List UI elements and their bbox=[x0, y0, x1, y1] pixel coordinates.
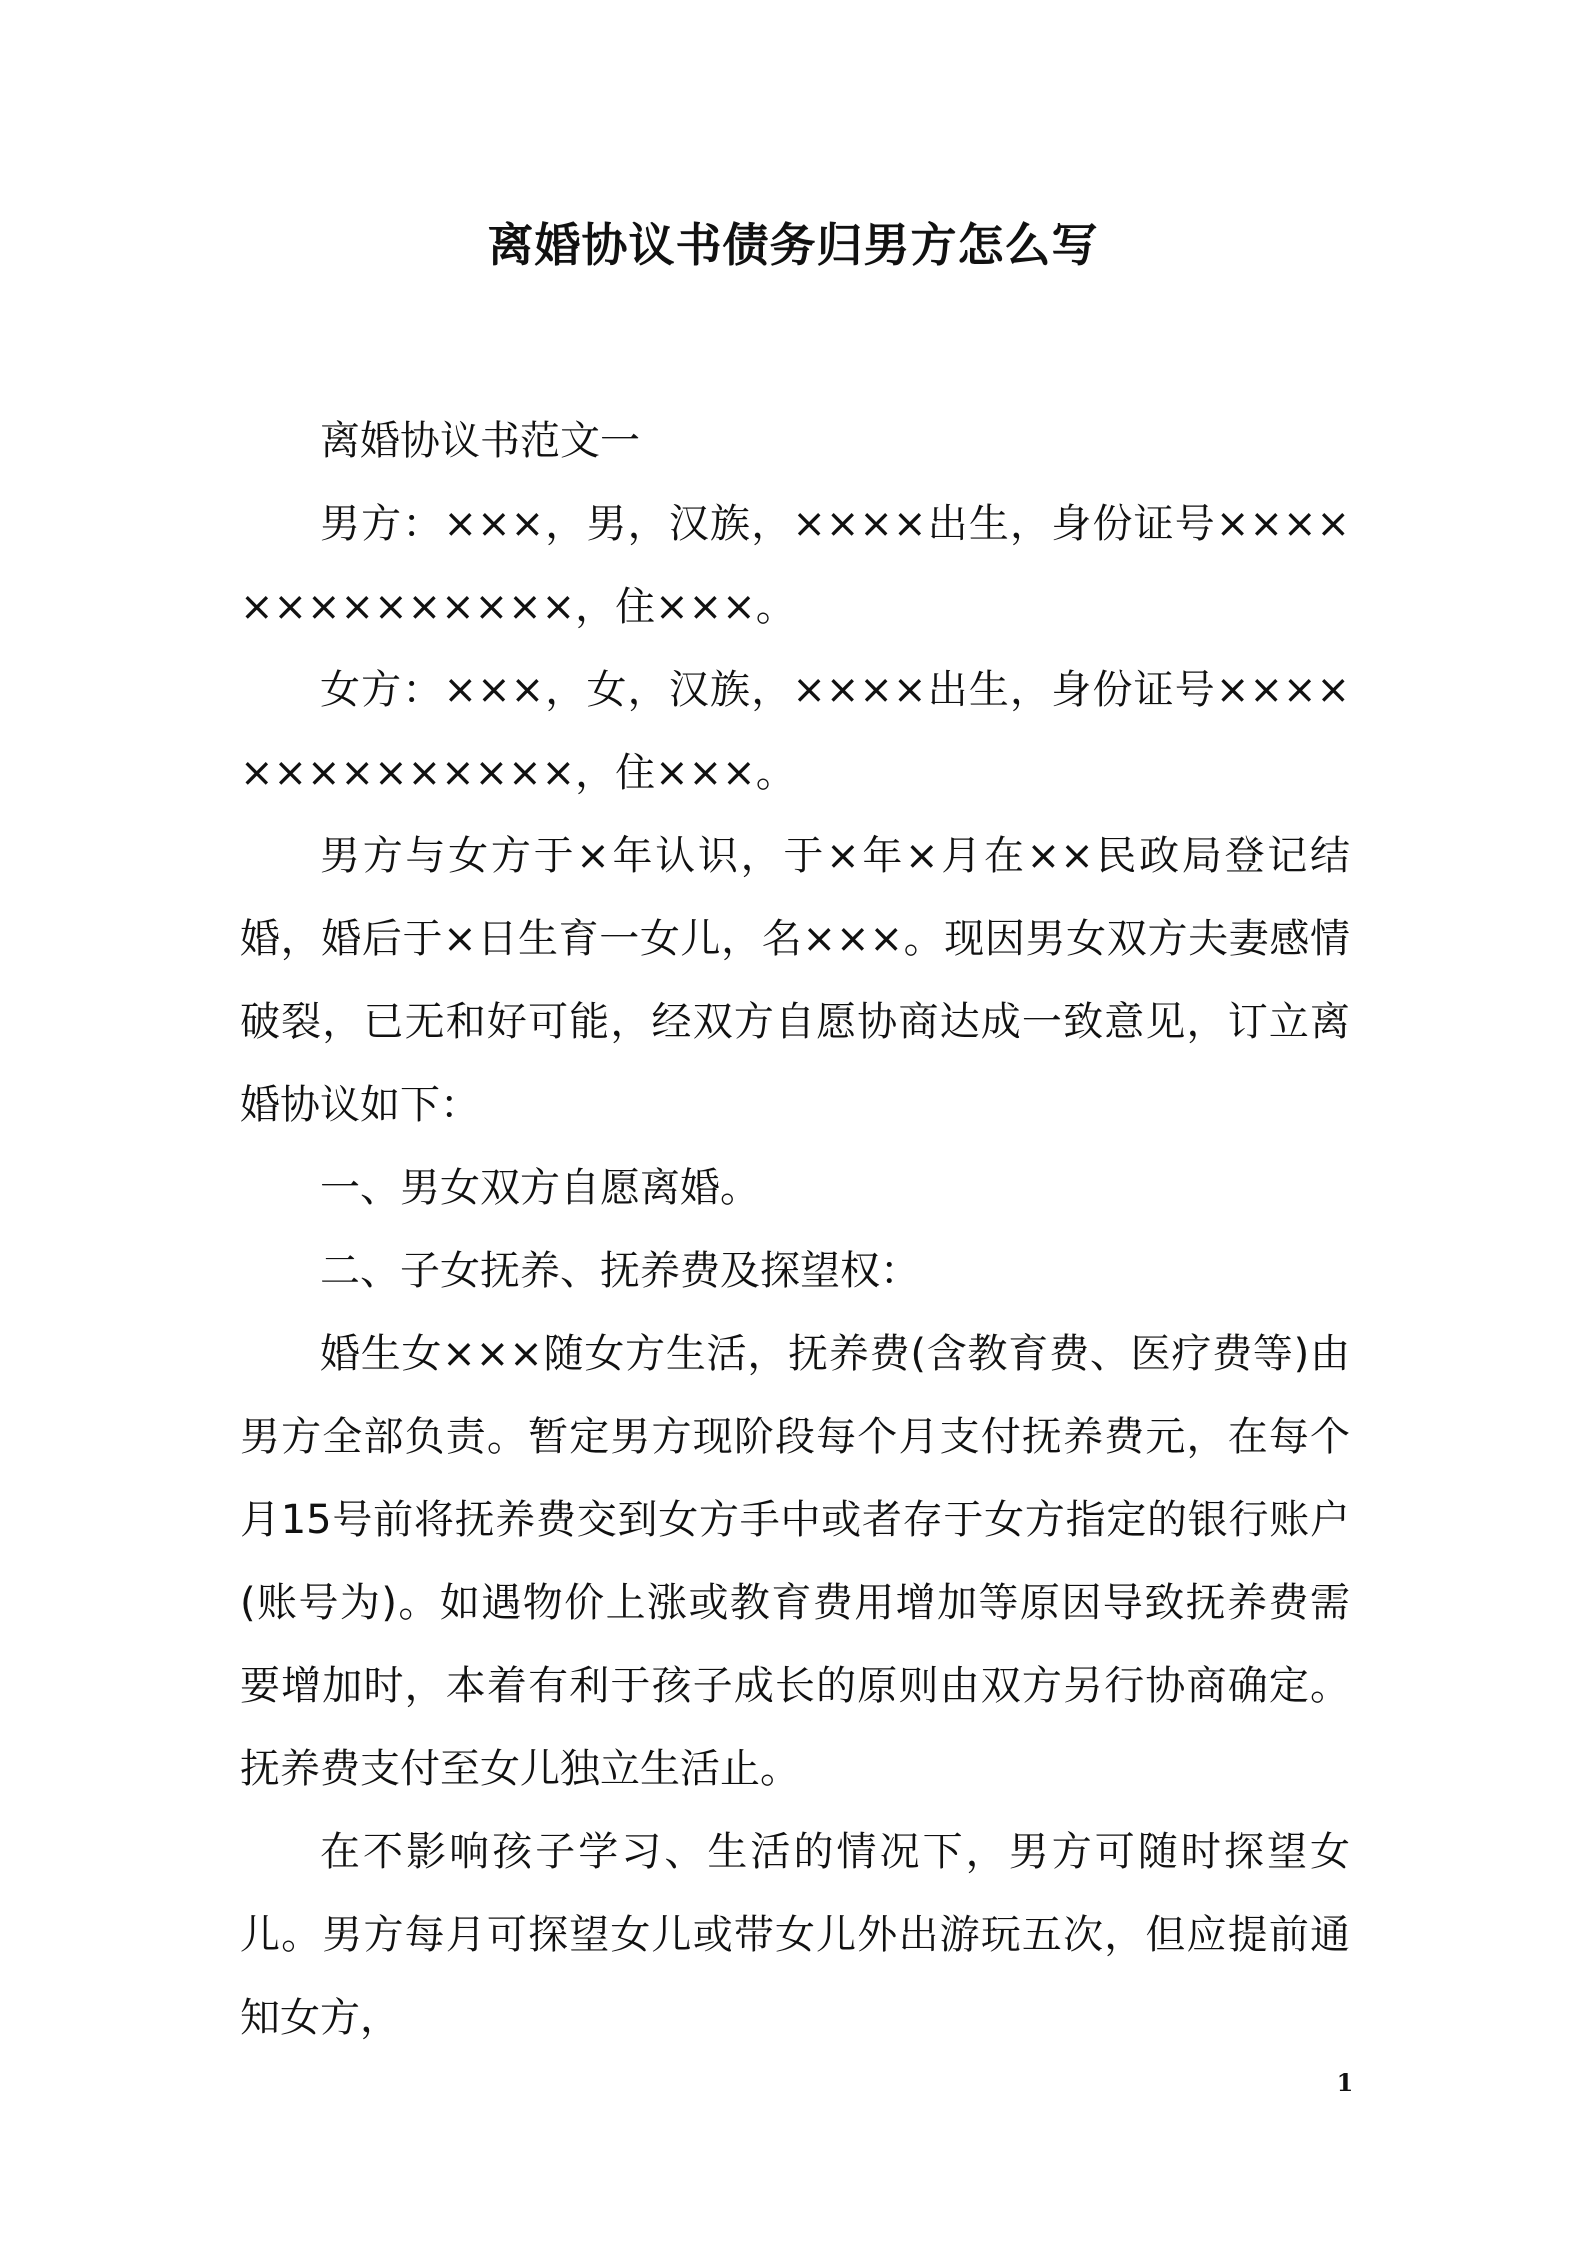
paragraph-wife-info: 女方：×××，女，汉族，××××出生，身份证号××××××××××××××，住×××。 bbox=[240, 667, 1350, 796]
section-heading-sample-one: 离婚协议书范文一 bbox=[320, 418, 640, 464]
clause-one-divorce: 一、男女双方自愿离婚。 bbox=[320, 1165, 760, 1211]
paragraph-marriage-background: 男方与女方于×年认识，于×年×月在××民政局登记结婚，婚后于×日生育一女儿，名×××。现因男女双方夫妻感情破裂，已无和好可能，经双方自愿协商达成一致意见，订立离婚协议如下： bbox=[240, 833, 1350, 1128]
document-body bbox=[240, 400, 1350, 2060]
document-title: 离婚协议书债务归男方怎么写 bbox=[487, 218, 1099, 272]
paragraph-husband-info: 男方：×××，男，汉族，××××出生，身份证号××××××××××××××，住×××。 bbox=[240, 501, 1350, 630]
paragraph-child-support: 婚生女×××随女方生活，抚养费(含教育费、医疗费等)由男方全部负责。暂定男方现阶段每个月支付抚养费元，在每个月15号前将抚养费交到女方手中或者存于女方指定的银行账户(账号为)。如遇物价上涨或教育费用增加等原因导致抚养费需要增加时，本着有利于孩子成长的原则由双方另行协商确定。抚养费支付至女儿独立生活止。 bbox=[240, 1331, 1350, 1792]
clause-two-heading: 二、子女抚养、抚养费及探望权： bbox=[320, 1248, 920, 1294]
page-number: 1 bbox=[1336, 2068, 1354, 2097]
paragraph-visitation: 在不影响孩子学习、生活的情况下，男方可随时探望女儿。男方每月可探望女儿或带女儿外出游玩五次，但应提前通知女方， bbox=[240, 1829, 1350, 2041]
